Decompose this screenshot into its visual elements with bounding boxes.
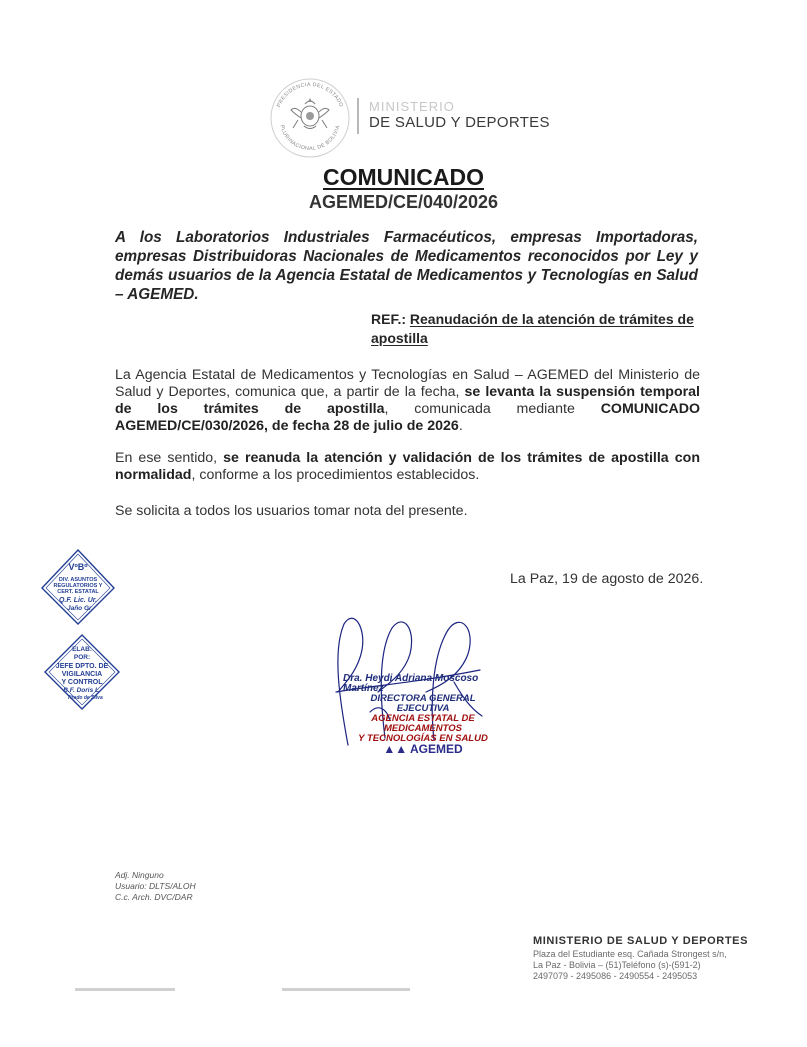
- vobo-stamp-line-4: CERT. ESTATAL: [57, 589, 99, 595]
- elab-stamp-line-4: VIGILANCIA: [61, 671, 103, 678]
- elab-stamp-line-6: B.F. Doris L.: [63, 687, 101, 694]
- scan-artifact: [282, 988, 410, 991]
- document-title-text: COMUNICADO: [323, 164, 484, 190]
- ministry-name-line-2: DE SALUD Y DEPORTES: [369, 114, 550, 131]
- elab-stamp-line-7: Tirado de Silva: [67, 695, 103, 701]
- vobo-stamp-line-5: Q.F. Lic. Ur.: [58, 597, 98, 604]
- elab-stamp-line-5: Y CONTROL: [61, 679, 103, 686]
- reference-label: REF.:: [371, 311, 406, 327]
- paragraph-1-text-b: , comunicada mediante: [384, 401, 601, 417]
- footer-address: Plaza del Estudiante esq. Cañada Strongest s/n,: [533, 949, 727, 959]
- reference: [371, 310, 701, 348]
- ministry-name-line-1: MINISTERIO: [369, 99, 455, 114]
- footer-city-phone: La Paz - Bolivia – (51)Teléfono (s)-(591-2): [533, 960, 701, 970]
- signer-agency-line-2: Y TECNOLOGÍAS EN SALUD: [358, 733, 488, 744]
- paragraph-1-text-a: La Agencia Estatal de Medicamentos y Tecnologías en Salud – AGEMED del Ministerio de Salud y Deportes, comunica que, a partir de la fecha,: [115, 367, 700, 400]
- addressee: A los Laboratorios Industriales Farmacéuticos, empresas Importadoras, empresas Distribuidoras Nacionales de Medicamentos reconocidos por Ley y demás usuarios de la Agencia Estatal de Medicamentos y Tecnologías en Salud – AGEMED.: [115, 229, 698, 303]
- footer-phone-numbers: 2497079 - 2495086 - 2490554 - 2495053: [533, 971, 698, 981]
- agemed-logo-icon: ▲▲: [383, 742, 408, 756]
- reference-text: Reanudación de la atención de trámites de apostilla: [371, 311, 694, 346]
- signature-stamp: [343, 674, 503, 754]
- vobo-stamp-line-3: REGULATORIOS Y: [53, 583, 103, 589]
- signer-role: DIRECTORA GENERAL EJECUTIVA: [370, 693, 476, 714]
- paragraph-1-bold-a: se levanta la suspensión temporal de los trámites de apostilla: [115, 384, 700, 417]
- paragraph-2: [115, 450, 700, 484]
- footnote-user: Usuario: DLTS/ALOH: [115, 881, 196, 891]
- footnote-attachments: Adj. Ninguno: [115, 870, 164, 880]
- elab-stamp-icon: [43, 633, 121, 711]
- seal-text-bottom: PLURINACIONAL DE BOLIVIA: [278, 124, 342, 153]
- document-code: AGEMED/CE/040/2026: [308, 192, 499, 212]
- agemed-brand-text: AGEMED: [409, 742, 463, 756]
- footer-title: MINISTERIO DE SALUD Y DEPORTES: [533, 935, 749, 947]
- elab-stamp-line-3: JEFE DPTO. DE: [55, 663, 109, 670]
- document-title: [0, 164, 807, 191]
- paragraph-2-bold: se reanuda la atención y validación de los trámites de apostilla con normalidad: [115, 450, 700, 483]
- document-date: La Paz, 19 de agosto de 2026.: [510, 571, 704, 587]
- paragraph-2-text-a: En ese sentido,: [115, 450, 224, 466]
- scan-artifact: [75, 988, 175, 991]
- signer-agency-line-1: AGENCIA ESTATAL DE MEDICAMENTOS: [371, 713, 475, 734]
- vobo-stamp-line-2: DIV. ASUNTOS: [58, 577, 98, 583]
- vobo-stamp-icon: [40, 548, 116, 626]
- ministry-divider: [357, 98, 359, 134]
- vobo-stamp-line-1: VºBº: [68, 562, 88, 572]
- paragraph-1-text-c: .: [458, 418, 463, 434]
- agemed-brand: [343, 744, 503, 754]
- footnote-cc: C.c. Arch. DVC/DAR: [115, 892, 193, 902]
- paragraph-3: Se solicita a todos los usuarios tomar nota del presente.: [115, 503, 468, 519]
- elab-stamp-line-2: POR:: [73, 654, 91, 661]
- paragraph-1-bold-b: COMUNICADO AGEMED/CE/030/2026, de fecha 28 de julio de 2026: [115, 401, 700, 434]
- vobo-stamp-line-6: Jaño Gr.: [66, 605, 94, 612]
- signer-name: Dra. Heydi Adriana Moscoso Martínez: [343, 673, 479, 694]
- seal-text-top: PRESIDENCIA DEL ESTADO: [276, 81, 344, 109]
- paragraph-1: [115, 367, 700, 435]
- paragraph-2-text-b: , conforme a los procedimientos establecidos.: [191, 467, 480, 483]
- coat-of-arms-seal-icon: [268, 76, 352, 160]
- footnote: [115, 870, 196, 903]
- elab-stamp-line-1: ELAB:: [72, 646, 92, 653]
- svg-text:PRESIDENCIA DEL ESTADO: [276, 82, 344, 108]
